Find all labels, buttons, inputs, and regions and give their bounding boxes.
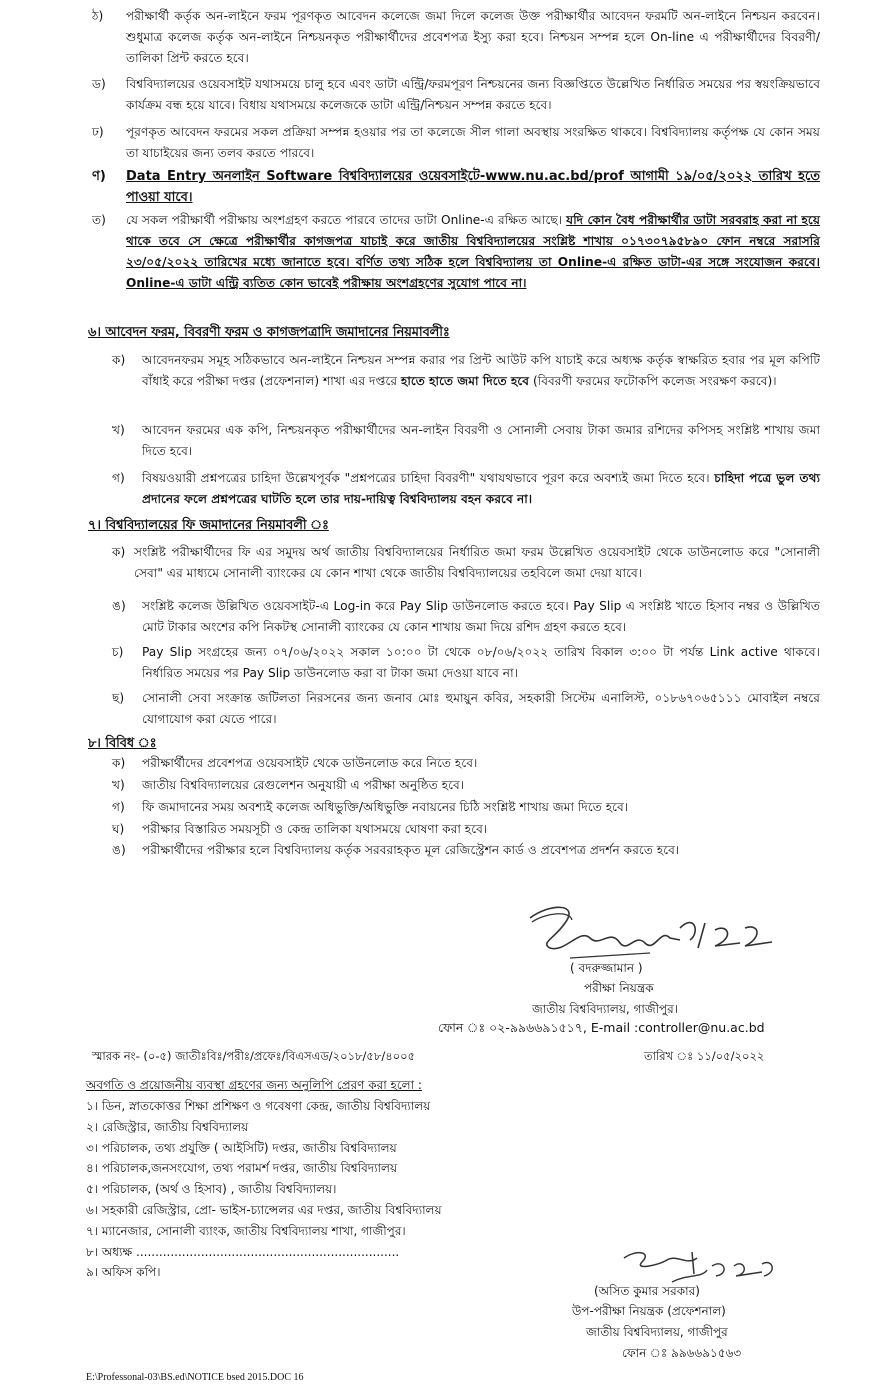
signature-1-title: পরীক্ষা নিয়ন্ত্রক xyxy=(584,981,654,995)
sec8-item xyxy=(112,840,820,861)
section-8-heading: ৮। বিবিধ ঃ xyxy=(88,736,157,751)
copy-item: ৫। পরিচালক, (অর্থ ও হিসাব) , জাতীয় বিশ্ববিদ্যালয়। xyxy=(86,1182,337,1196)
sec7-item-umo xyxy=(112,596,820,640)
item-text-a: আবেদনফরম সমূহ সঠিকভাবে অন-লাইনে নিশ্চয়ন সম্পন্ন করার পর প্রিন্ট আউট কপি যাচাই করে অধ্যক্ষ কর্তৃক স্বাক্ষরিত হবার পর মূল কপিটি বাঁধাই করে পরীক্ষা দপ্তর (প্রফেশনাল) শাখা এর দপ্তরে xyxy=(142,353,820,388)
item-label: ছ) xyxy=(112,691,125,705)
clause-text: Data Entry অনলাইন Software বিশ্ববিদ্যালয়ের ওয়েবসাইটে-www.nu.ac.bd/prof আগামী ১৯/০৫/২০২২ তারিখ হতে পাওয়া যাবে। xyxy=(126,169,820,205)
item-text: সংশ্লিষ্ট পরীক্ষার্থীদের ফি এর সমুদয় অর্থ জাতীয় বিশ্ববিদ্যালয়ের নির্ধারিত জমা ফরম উল্লেখিত ওয়েবসাইট থেকে ডাউনলোড করে "সোনালী সেবা" এর মাধ্যমে সোনালী ব্যাংকের যে কোন শাখা থেকে জাতীয় বিশ্ববিদ্যালয়ের তহবিলে জমা দেয়া যাবে। xyxy=(134,545,820,580)
copy-item: ৬। সহকারী রেজিস্ট্রার, প্রো- ভাইস-চ্যান্সেলর এর দপ্তর, জাতীয় বিশ্ববিদ্যালয় xyxy=(86,1203,442,1217)
item-label: ক) xyxy=(112,353,126,367)
item-label: ক) xyxy=(112,545,126,559)
clause-da xyxy=(92,74,820,118)
item-text-b: হাতে হাতে জমা দিতে হবে xyxy=(400,374,530,388)
item-text xyxy=(142,468,820,510)
signature-2-image xyxy=(612,1244,792,1288)
clause-ta xyxy=(92,210,820,320)
signature-2-phone: ফোন ঃ ৯৯৬৬৯১৫৬৩ xyxy=(622,1346,742,1360)
item-label: ঙ) xyxy=(112,599,126,613)
clause-text-bold: যদি কোন বৈধ পরীক্ষার্থীর ডাটা সরবরাহ করা না হয়ে থাকে তবে সে ক্ষেত্রে পরীক্ষার্থীর কাগজপত্র যাচাই করে জাতীয় বিশ্ববিদ্যালয়ের সংশ্লিষ্ট শাখায় ০১৭৩০৭৯৫৮৯০ ফোন নম্বরে সরাসরি ২৩/০৫/২০২২ তারিখের মধ্যে জানাতে হবে। বর্ণিত তথ্য সঠিক হলে বিশ্ববিদ্যালয় তা Online-এ রক্ষিত ডাটা-এর সঙ্গে সংযোজন করবে। Online-এ ডাটা এন্ট্রি ব্যতিত কোন ভাবেই পরীক্ষায় অংশগ্রহণের সুযোগ পাবে না। xyxy=(126,213,821,290)
item-text: পরীক্ষার বিস্তারিত সময়সূচী ও কেন্দ্র তালিকা যথাসময়ে ঘোষণা করা হবে। xyxy=(142,822,488,836)
sec6-item-ka xyxy=(112,350,820,416)
signature-1-name: ( বদরুজ্জামান ) xyxy=(570,961,643,975)
sec6-item-ga xyxy=(112,468,820,512)
clause-text xyxy=(126,210,820,294)
sec8-item xyxy=(112,819,820,840)
clause-text: বিশ্ববিদ্যালয়ের ওয়েবসাইট যথাসময়ে চালু হবে এবং ডাটা এন্ট্রি/ফরমপূরণ নিশ্চয়নের জন্য বিজ্ঞপ্তিতে উল্লেখিত নির্ধারিত সময়ের পর স্বয়ংক্রিয়ভাবে কার্যক্রম বন্ধ হয়ে যাবে। বিধায় যথাসময়ে কলেজকে ডাটা এন্ট্রি/নিশ্চয়ন সম্পন্ন করতে হবে। xyxy=(126,77,820,112)
file-path-footer: E:\Professonal-03\BS.ed\NOTICE bsed 2015.DOC 16 xyxy=(86,1372,304,1383)
item-text xyxy=(142,350,820,392)
sec7-item-chha xyxy=(112,688,820,732)
clause-na xyxy=(92,166,820,210)
copy-item: ৯। অফিস কপি। xyxy=(86,1265,161,1279)
clause-label: ণ) xyxy=(92,169,106,184)
clause-dha xyxy=(92,122,820,166)
clause-text-plain: যে সকল পরীক্ষার্থী পরীক্ষায় অংশগ্রহণ করতে পারবে তাদের ডাটা Online-এ রক্ষিত আছে। xyxy=(126,213,563,227)
sec6-item-kha xyxy=(112,420,820,464)
item-label: খ) xyxy=(112,778,125,792)
item-text: জাতীয় বিশ্ববিদ্যালয়ের রেগুলেশন অনুযায়ী এ পরীক্ষা অনুষ্ঠিত হবে। xyxy=(142,778,465,792)
clause-label: ঠ) xyxy=(92,9,104,23)
item-label: ক) xyxy=(112,756,126,770)
item-text: সংশ্লিষ্ট কলেজ উল্লিখিত ওয়েবসাইট-এ Log-in করে Pay Slip ডাউনলোড করতে হবে। Pay Slip এ সংশ্লিষ্ট খাতে হিসাব নম্বর ও উল্লিখিত মোট টাকার অংশের কপি নিকটস্থ সোনালী ব্যাংকের যে কোন শাখায় জমা দিয়ে রশিদ গ্রহণ করতে হবে। xyxy=(142,599,820,634)
copy-item: ৩। পরিচালক, তথ্য প্রযুক্তি ( আইসিটি) দপ্তর, জাতীয় বিশ্ববিদ্যালয় xyxy=(86,1141,397,1155)
copy-item: ৮। অধ্যক্ষ ..................................................................... xyxy=(86,1245,400,1259)
item-text: ফি জমাদানের সময় অবশ্যই কলেজ অধিভুক্তি/অধিভুক্তি নবায়নের চিঠি সংশ্লিষ্ট শাখায় জমা দিতে হবে। xyxy=(142,800,629,814)
sec8-item xyxy=(112,775,820,796)
memo-reference: স্মারক নং- (০-৫) জাতীঃবিঃ/পরীঃ/প্রফেঃ/বিএসএড/২০১৮/৫৮/৪০০৫ xyxy=(92,1049,416,1063)
item-text-a: বিষয়ওয়ারী প্রশ্নপত্রের চাহিদা উল্লেখপূর্বক "প্রশ্নপত্রের চাহিদা বিবরণী" যথাযথভাবে পূরণ করে অবশ্যই জমা দিতে হবে। xyxy=(142,471,710,485)
item-label: ঘ) xyxy=(112,822,125,836)
item-text: Pay Slip সংগ্রহের জন্য ০৭/০৬/২০২২ সকাল ১০:০০ টা থেকে ০৮/০৬/২০২২ তারিখ বিকাল ৩:০০ টা পর্যন্ত Link active থাকবে। নির্ধারিত সময়ের পর Pay Slip ডাউনলোড করা বা টাকা জমা দেওয়া যাবে না। xyxy=(142,645,820,680)
item-text: পরীক্ষার্থীদের প্রবেশপত্র ওয়েবসাইট থেকে ডাউনলোড করে নিতে হবে। xyxy=(142,756,478,770)
item-label: ঙ) xyxy=(112,843,126,857)
signature-1-contact: ফোন ঃ ০২-৯৯৬৬৯১৫১৭, E-mail :controller@nu.ac.bd xyxy=(438,1020,765,1035)
clause-text: পরীক্ষার্থী কর্তৃক অন-লাইনে ফরম পূরণকৃত আবেদন কলেজে জমা দিলে কলেজ উক্ত পরীক্ষার্থীর আবেদন ফরমটি অন-লাইনে নিশ্চয়ন করবেন। শুধুমাত্র কলেজ কর্তৃক অন-লাইনে নিশ্চয়নকৃত পরীক্ষার্থীদের প্রবেশপত্র ইস্যু করা হবে। নিশ্চয়ন সম্পন্ন হলে On-line এ পরীক্ষার্থীদের বিবরণী/তালিকা প্রিন্ট করতে হবে। xyxy=(126,9,820,65)
item-text-b: চাহিদা পত্রে ভুল তথ্য প্রদানের ফলে প্রশ্নপত্রের ঘাটতি হলে তার দায়-দায়িত্ব বিশ্ববিদ্যালয় বহন করবে না। xyxy=(142,471,821,506)
item-text: আবেদন ফরমের এক কপি, নিশ্চয়নকৃত পরীক্ষার্থীদের অন-লাইন বিবরণী ও সোনালী সেবায় টাকা জমার রশিদের কপিসহ সংশ্লিষ্ট শাখায় জমা দিতে হবে। xyxy=(142,423,820,458)
memo-date: তারিখ ঃ ১১/০৫/২০২২ xyxy=(644,1049,765,1063)
copy-item: ৪। পরিচালক,জনসংযোগ, তথ্য পরামর্শ দপ্তর, জাতীয় বিশ্ববিদ্যালয় xyxy=(86,1161,398,1175)
copy-item: ৭। ম্যানেজার, সোনালী ব্যাংক, জাতীয় বিশ্ববিদ্যালয় শাখা, গাজীপুর। xyxy=(86,1224,406,1238)
item-label: গ) xyxy=(112,800,125,814)
sec8-item xyxy=(112,753,820,774)
signature-2-org: জাতীয় বিশ্ববিদ্যালয়, গাজীপুর xyxy=(586,1325,728,1339)
signature-2-title: উপ-পরীক্ষা নিয়ন্ত্রক (প্রফেশনাল) xyxy=(572,1304,726,1318)
sec7-item-cha xyxy=(112,642,820,686)
section-7-heading: ৭। বিশ্ববিদ্যালয়ের ফি জমাদানের নিয়মাবলী ঃ xyxy=(88,518,329,533)
clause-text: পূরণকৃত আবেদন ফরমের সকল প্রক্রিয়া সম্পন্ন হওয়ার পর তা কলেজে সীল গালা অবস্থায় সংরক্ষিত থাকবে। বিশ্ববিদ্যালয় কর্তৃপক্ষ যে কোন সময় তা যাচাইয়ের জন্য তলব করতে পারবে। xyxy=(126,125,820,160)
clause-label: ঢ) xyxy=(92,125,104,139)
copy-item: ২। রেজিস্ট্রার, জাতীয় বিশ্ববিদ্যালয় xyxy=(86,1120,249,1134)
signature-2-name: (অসিত কুমার সরকার) xyxy=(594,1284,700,1298)
sec7-item-ka xyxy=(112,542,820,586)
item-label: গ) xyxy=(112,471,125,485)
sec8-item xyxy=(112,797,820,818)
item-label: চ) xyxy=(112,645,124,659)
item-text: সোনালী সেবা সংক্রান্ত জটিলতা নিরসনের জন্য জনাব মোঃ হুমায়ুন কবির, সহকারী সিস্টেম এনালিস্ট, ০১৮৬৭০৬৫১১১ মোবাইল নম্বরে যোগাযোগ করা যেতে পারে। xyxy=(142,691,820,726)
clause-label: ড) xyxy=(92,77,106,91)
signature-1-image xyxy=(510,898,790,968)
item-label: খ) xyxy=(112,423,125,437)
section-6-heading: ৬। আবেদন ফরম, বিবরণী ফরম ও কাগজপত্রাদি জমাদানের নিয়মাবলীঃ xyxy=(88,325,450,340)
signature-1-org: জাতীয় বিশ্ববিদ্যালয়, গাজীপুর। xyxy=(532,1002,679,1016)
item-text: পরীক্ষার্থীদের পরীক্ষার হলে বিশ্ববিদ্যালয় কর্তৃক সরবরাহকৃত মূল রেজিস্ট্রেশন কার্ড ও প্রবেশপত্র প্রদর্শন করতে হবে। xyxy=(142,843,680,857)
copy-item: ১। ডিন, স্নাতকোত্তর শিক্ষা প্রশিক্ষণ ও গবেষণা কেন্দ্র, জাতীয় বিশ্ববিদ্যালয় xyxy=(86,1099,431,1113)
item-text-c: (বিবরণী ফরমের ফটোকপি কলেজ সংরক্ষণ করবে)। xyxy=(532,374,777,388)
clause-label: ত) xyxy=(92,213,106,227)
copies-heading: অবগতি ও প্রয়োজনীয় ব্যবস্থা গ্রহণের জন্য অনুলিপি প্রেরণ করা হলো : xyxy=(86,1078,422,1092)
clause-tha xyxy=(92,6,820,72)
